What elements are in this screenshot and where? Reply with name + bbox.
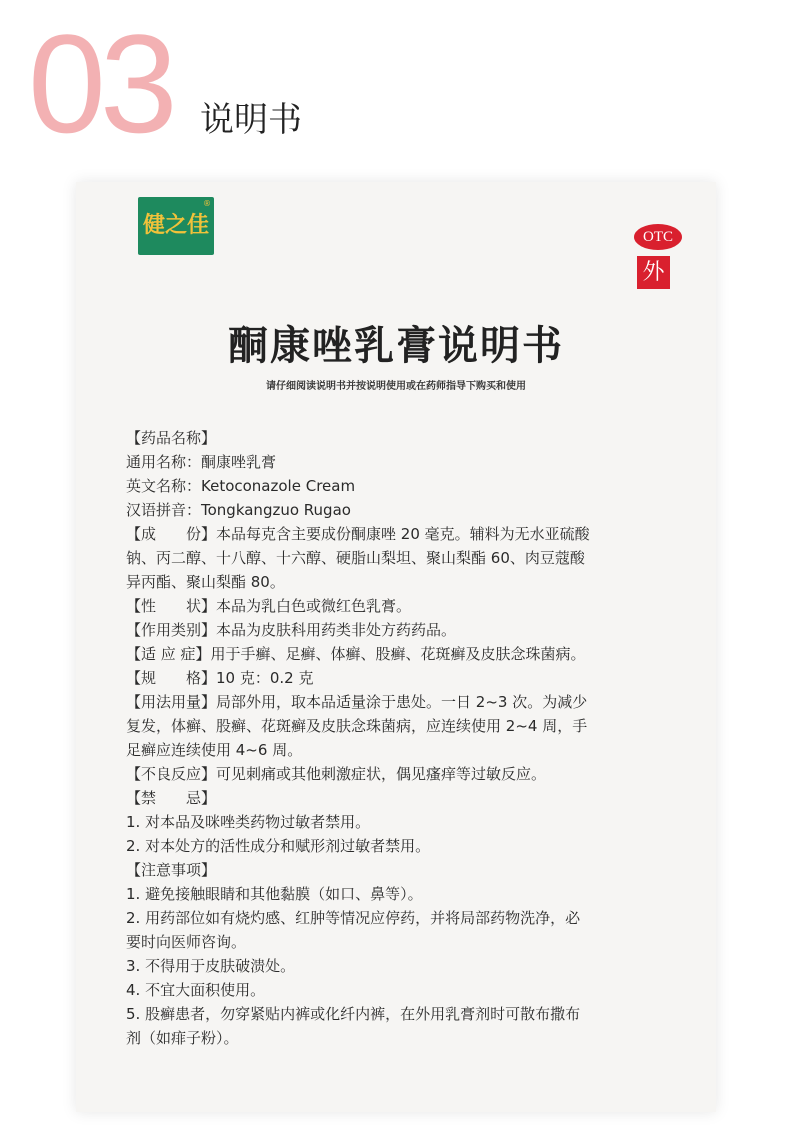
text-line: 1. 对本品及咪唑类药物过敏者禁用。: [126, 813, 371, 831]
text-line: 5. 股癣患者，勿穿紧贴内裤或化纤内裤，在外用乳膏剂时可散布撒布: [126, 1005, 581, 1023]
brand-logo-text: 健之佳: [142, 213, 209, 238]
text-line: 【作用类别】本品为皮肤科用药类非处方药药品。: [126, 621, 457, 639]
external-use-badge: 外: [637, 256, 670, 289]
text-line: 【规 格】10 克：0.2 克: [126, 669, 314, 687]
text-line: 【禁 忌】: [126, 789, 217, 807]
text-line: 异丙酯、聚山梨酯 80。: [126, 573, 285, 591]
text-line: 【成 份】本品每克含主要成份酮康唑 20 毫克。辅料为无水亚硫酸: [126, 525, 590, 543]
instruction-leaflet: [76, 182, 716, 1112]
text-line: 要时向医师咨询。: [126, 933, 247, 951]
text-line: 足癣应连续使用 4~6 周。: [126, 741, 303, 759]
leaflet-body: [126, 426, 646, 1050]
text-line: 英文名称：Ketoconazole Cream: [126, 477, 356, 495]
text-line: 【药品名称】: [126, 429, 217, 447]
text-line: 1. 避免接触眼睛和其他黏膜（如口、鼻等）。: [126, 885, 423, 903]
text-line: 复发，体癣、股癣、花斑癣及皮肤念珠菌病，应连续使用 2~4 周，手: [126, 717, 588, 735]
section-title: 说明书: [200, 100, 302, 140]
text-line: 【注意事项】: [126, 861, 217, 879]
registered-mark: ®: [203, 199, 211, 208]
text-line: 【性 状】本品为乳白色或微红色乳膏。: [126, 597, 412, 615]
brand-logo: [138, 197, 214, 255]
text-line: 【不良反应】可见刺痛或其他刺激症状，偶见瘙痒等过敏反应。: [126, 765, 547, 783]
text-line: 钠、丙二醇、十八醇、十六醇、硬脂山梨坦、聚山梨酯 60、肉豆蔻酸: [126, 549, 585, 567]
text-line: 【适 应 症】用于手癣、足癣、体癣、股癣、花斑癣及皮肤念珠菌病。: [126, 645, 586, 663]
text-line: 4. 不宜大面积使用。: [126, 981, 266, 999]
section-number: 03: [28, 5, 172, 162]
text-line: 通用名称：酮康唑乳膏: [126, 453, 277, 471]
text-line: 剂（如痱子粉）。: [126, 1029, 239, 1047]
text-line: 【用法用量】局部外用，取本品适量涂于患处。一日 2~3 次。为减少: [126, 693, 588, 711]
otc-badge: OTC: [634, 224, 682, 250]
leaflet-title: 酮康唑乳膏说明书: [228, 323, 564, 369]
text-line: 2. 对本处方的活性成分和赋形剂过敏者禁用。: [126, 837, 431, 855]
leaflet-subtitle: 请仔细阅读说明书并按说明使用或在药师指导下购买和使用: [266, 381, 526, 392]
text-line: 3. 不得用于皮肤破溃处。: [126, 957, 296, 975]
text-line: 汉语拼音：Tongkangzuo Rugao: [126, 501, 351, 519]
text-line: 2. 用药部位如有烧灼感、红肿等情况应停药，并将局部药物洗净，必: [126, 909, 581, 927]
